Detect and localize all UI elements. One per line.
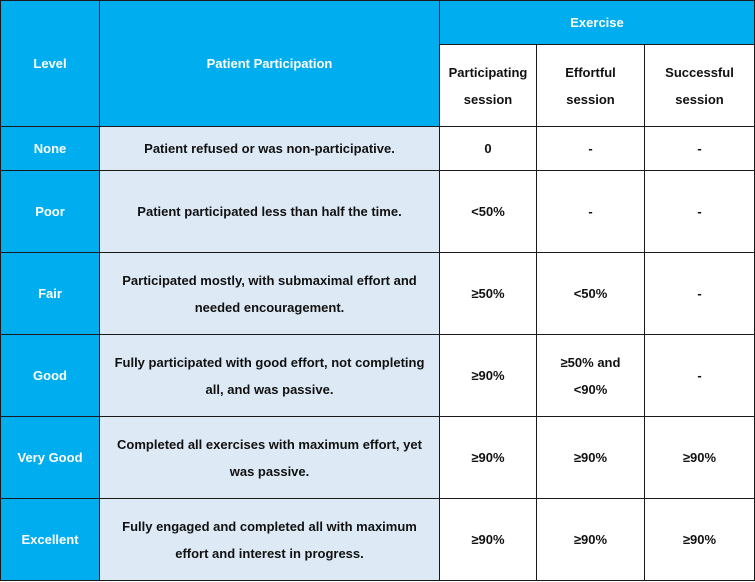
successful-value: ≥90%	[645, 417, 755, 499]
effortful-session-header: Effortful session	[537, 45, 645, 127]
successful-value: -	[645, 253, 755, 335]
level-cell: Good	[1, 335, 100, 417]
effortful-value: -	[537, 171, 645, 253]
level-cell: Fair	[1, 253, 100, 335]
participation-header: Patient Participation	[100, 1, 440, 127]
level-header: Level	[1, 1, 100, 127]
table-row	[1, 417, 755, 499]
description-cell: Fully engaged and completed all with maximum effort and interest in progress.	[100, 499, 440, 581]
description-cell: Completed all exercises with maximum effort, yet was passive.	[100, 417, 440, 499]
exercise-header: Exercise	[440, 1, 755, 45]
effortful-value: ≥90%	[537, 417, 645, 499]
participating-value: ≥90%	[440, 335, 537, 417]
participating-value: ≥90%	[440, 417, 537, 499]
successful-value: -	[645, 127, 755, 171]
table-row	[1, 171, 755, 253]
table-row	[1, 253, 755, 335]
participating-value: ≥90%	[440, 499, 537, 581]
description-cell: Patient participated less than half the time.	[100, 171, 440, 253]
table-row	[1, 499, 755, 581]
effortful-value: ≥50% and <90%	[537, 335, 645, 417]
level-cell: None	[1, 127, 100, 171]
successful-value: -	[645, 171, 755, 253]
header-row-top	[1, 1, 755, 45]
description-cell: Patient refused or was non-participative.	[100, 127, 440, 171]
effortful-value: ≥90%	[537, 499, 645, 581]
successful-session-header: Successful session	[645, 45, 755, 127]
effortful-value: -	[537, 127, 645, 171]
table-row	[1, 127, 755, 171]
participating-value: ≥50%	[440, 253, 537, 335]
participating-session-header: Participating session	[440, 45, 537, 127]
successful-value: ≥90%	[645, 499, 755, 581]
effortful-value: <50%	[537, 253, 645, 335]
description-cell: Participated mostly, with submaximal effort and needed encouragement.	[100, 253, 440, 335]
description-cell: Fully participated with good effort, not completing all, and was passive.	[100, 335, 440, 417]
level-cell: Poor	[1, 171, 100, 253]
participating-value: 0	[440, 127, 537, 171]
participating-value: <50%	[440, 171, 537, 253]
level-cell: Very Good	[1, 417, 100, 499]
table-row	[1, 335, 755, 417]
level-cell: Excellent	[1, 499, 100, 581]
successful-value: -	[645, 335, 755, 417]
